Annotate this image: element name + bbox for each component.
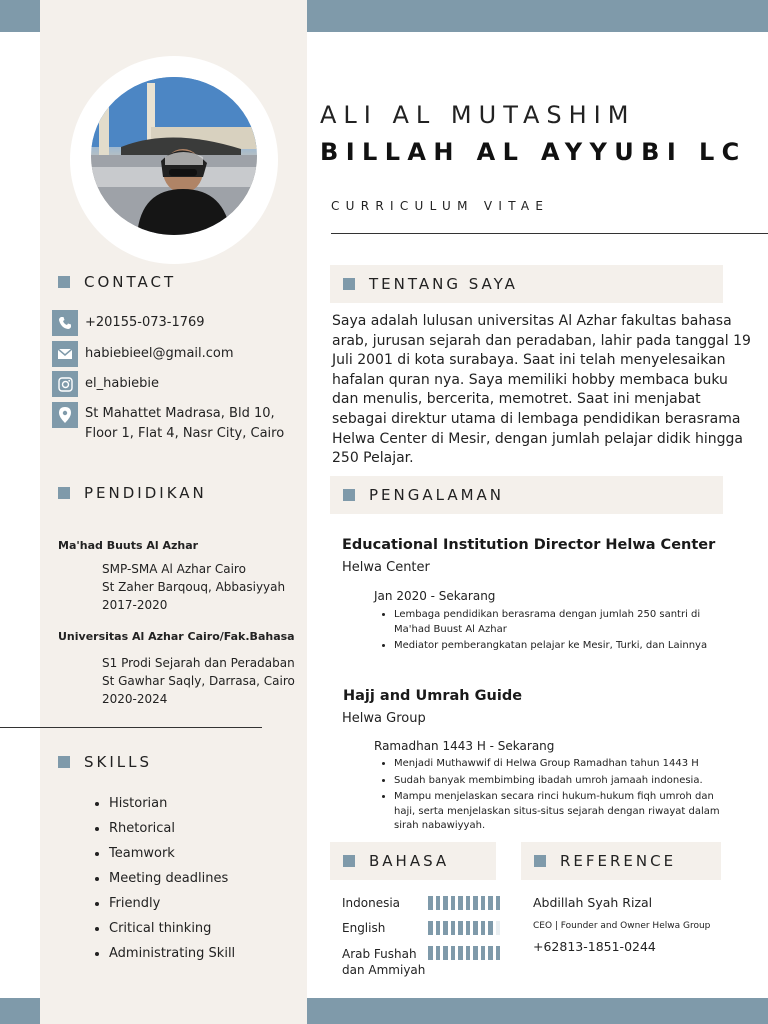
level-segment [496, 946, 501, 960]
level-segment [488, 896, 493, 910]
education-details-2 [102, 654, 295, 708]
profile-photo [91, 77, 257, 235]
level-segment [436, 921, 441, 935]
level-segment [443, 946, 448, 960]
level-segment [428, 921, 433, 935]
job-bullet: • Mampu menjelaskan secara rinci hukum-hukum fiqh umroh dan haji, serta menjelaskan situs-situs sejarah dengan riwayat dalam sirah nabawiyyah. [394, 790, 724, 834]
contact-phone[interactable] [52, 310, 205, 336]
contact-email[interactable] [52, 341, 234, 367]
reference-phone: +62813-1851-0244 [533, 939, 656, 954]
heading-square-icon [58, 487, 70, 499]
education-school-1: Ma'had Buuts Al Azhar [58, 539, 199, 552]
about-heading [330, 265, 723, 303]
level-segment [458, 921, 463, 935]
job-bullets-1 [376, 608, 716, 656]
address-line-2: Floor 1, Flat 4, Nasr City, Cairo [85, 426, 285, 441]
level-segment [458, 946, 463, 960]
reference-role: CEO | Founder and Owner Helwa Group [533, 921, 711, 931]
about-paragraph: Saya adalah lulusan universitas Al Azhar fakultas bahasa arab, jurusan sejarah dan peradaban, lahir pada tanggal 19 Juli 2001 di kota surabaya. Saat ini telah menyelesaikan hafalan quran nya. Saya memiliki hobby membaca buku dan menulis, bercerita, memotret. Saat ini menjabat sebagai direktur utama di lembaga pendidikan berasrama Helwa Center di Mesir, dengan jumlah pelajar didik hingga 250 Pelajar. [332, 313, 751, 467]
level-segment [466, 946, 471, 960]
skills-heading-label: SKILLS [84, 753, 153, 771]
instagram-icon [52, 371, 78, 397]
skills-list [92, 796, 235, 971]
level-segment [473, 896, 478, 910]
education-line: 2020-2024 [102, 692, 168, 706]
reference-heading [521, 842, 721, 880]
job-bullet: • Menjadi Muthawwif di Helwa Group Ramadhan tahun 1443 H [394, 757, 724, 772]
job-date-1: Jan 2020 - Sekarang [374, 589, 496, 603]
language-level-bar [428, 946, 500, 960]
education-line: St Gawhar Saqly, Darrasa, Cairo [102, 674, 295, 688]
level-segment [428, 896, 433, 910]
level-segment [481, 946, 486, 960]
level-segment [428, 946, 433, 960]
education-school-2: Universitas Al Azhar Cairo/Fak.Bahasa [58, 630, 295, 643]
level-segment [443, 896, 448, 910]
job-bullets-2 [376, 757, 724, 836]
skill-item: • Critical thinking [109, 921, 235, 946]
bottom-right-bar [307, 998, 768, 1024]
level-segment [496, 921, 501, 935]
education-heading [58, 483, 207, 503]
language-name: Arab Fushah dan Ammiyah [342, 947, 426, 977]
language-level-bar [428, 921, 500, 935]
level-segment [451, 946, 456, 960]
level-segment [436, 946, 441, 960]
education-line: S1 Prodi Sejarah dan Peradaban [102, 656, 295, 670]
level-segment [451, 896, 456, 910]
heading-square-icon [343, 278, 355, 290]
contact-heading [58, 272, 176, 292]
level-segment [458, 896, 463, 910]
heading-square-icon [343, 489, 355, 501]
contact-instagram[interactable] [52, 371, 159, 397]
languages-heading-label: BAHASA [369, 852, 450, 870]
job-bullet: • Mediator pemberangkatan pelajar ke Mesir, Turki, dan Lainnya [394, 639, 716, 654]
mail-icon [52, 341, 78, 367]
education-line: St Zaher Barqouq, Abbasiyyah [102, 580, 286, 594]
bottom-left-bar [0, 998, 40, 1024]
level-segment [481, 896, 486, 910]
language-name: Indonesia [342, 896, 401, 910]
languages-heading [330, 842, 496, 880]
heading-square-icon [343, 855, 355, 867]
reference-heading-label: REFERENCE [560, 852, 677, 870]
education-details-1 [102, 560, 285, 614]
subtitle-divider [331, 233, 768, 234]
top-left-bar [0, 0, 40, 32]
language-name: English [342, 921, 386, 935]
experience-heading-label: PENGALAMAN [369, 486, 505, 504]
skill-item: • Teamwork [109, 846, 235, 871]
skill-item: • Rhetorical [109, 821, 235, 846]
skill-item: • Historian [109, 796, 235, 821]
level-segment [451, 921, 456, 935]
address-line-1: St Mahattet Madrasa, Bld 10, [85, 406, 275, 421]
location-icon-box [52, 402, 78, 428]
language-level-bar [428, 896, 500, 910]
level-segment [481, 921, 486, 935]
reference-name: Abdillah Syah Rizal [533, 895, 653, 910]
level-segment [466, 896, 471, 910]
skill-item: • Administrating Skill [109, 946, 235, 971]
level-segment [488, 921, 493, 935]
job-title-1: Educational Institution Director Helwa Center [342, 537, 716, 553]
name-line-2: BILLAH AL AYYUBI LC [320, 138, 747, 166]
education-line: 2017-2020 [102, 598, 168, 612]
phone-number: +20155-073-1769 [85, 315, 205, 330]
job-bullet: • Lembaga pendidikan berasrama dengan jumlah 250 santri di Ma'had Buust Al Azhar [394, 608, 716, 637]
experience-heading [330, 476, 723, 514]
email-address: habiebieel@gmail.com [85, 346, 234, 361]
job-org-2: Helwa Group [342, 711, 426, 726]
heading-square-icon [534, 855, 546, 867]
level-segment [488, 946, 493, 960]
education-divider [0, 727, 262, 728]
heading-square-icon [58, 276, 70, 288]
instagram-handle: el_habiebie [85, 376, 160, 391]
document-subtitle: CURRICULUM VITAE [331, 199, 550, 213]
skill-item: • Meeting deadlines [109, 871, 235, 896]
level-segment [466, 921, 471, 935]
education-line: SMP-SMA Al Azhar Cairo [102, 562, 246, 576]
name-line-1: ALI AL MUTASHIM [320, 101, 636, 129]
top-right-bar [307, 0, 768, 32]
contact-address [85, 404, 284, 444]
job-date-2: Ramadhan 1443 H - Sekarang [374, 739, 555, 753]
skills-heading [58, 752, 152, 772]
job-title-2: Hajj and Umrah Guide [343, 688, 523, 704]
location-pin-icon [52, 402, 78, 428]
heading-square-icon [58, 756, 70, 768]
level-segment [473, 921, 478, 935]
level-segment [496, 896, 501, 910]
level-segment [443, 921, 448, 935]
job-bullet: • Sudah banyak membimbing ibadah umroh jamaah indonesia. [394, 774, 724, 789]
skill-item: • Friendly [109, 896, 235, 921]
job-org-1: Helwa Center [342, 560, 430, 575]
level-segment [473, 946, 478, 960]
education-heading-label: PENDIDIKAN [84, 484, 207, 502]
phone-icon [52, 310, 78, 336]
level-segment [436, 896, 441, 910]
contact-heading-label: CONTACT [84, 273, 177, 291]
about-heading-label: TENTANG SAYA [369, 275, 518, 293]
